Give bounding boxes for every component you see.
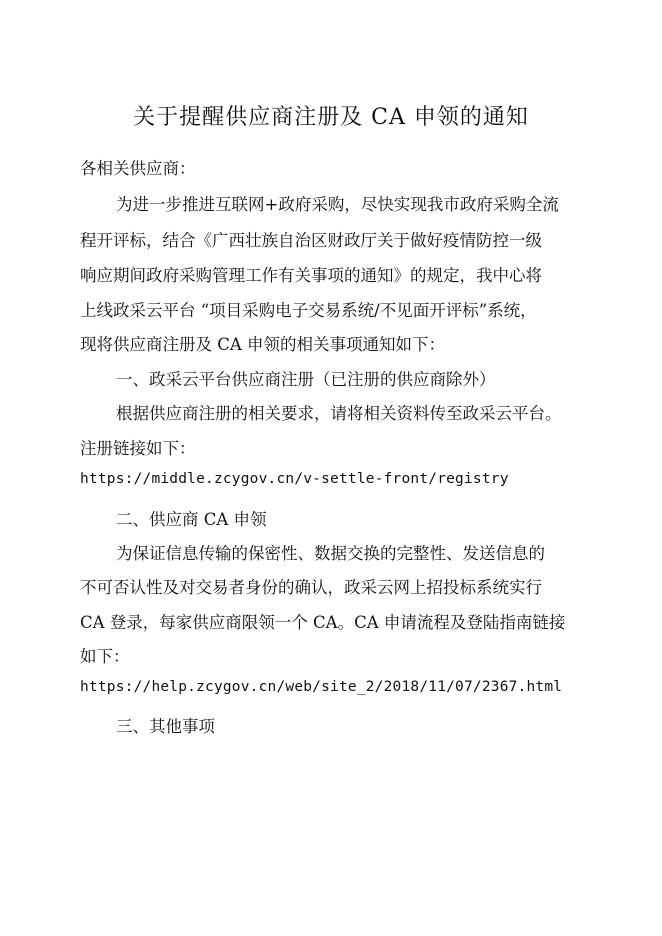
- section1-heading: 一、政采云平台供应商注册（已注册的供应商除外）: [116, 370, 496, 389]
- section2-line-1: 为保证信息传输的保密性、数据交换的完整性、发送信息的: [116, 544, 545, 563]
- salutation: 各相关供应商：: [80, 159, 196, 178]
- registry-link[interactable]: https://middle.zcygov.cn/v-settle-front/registry: [80, 471, 509, 487]
- section2-line-2: 不可否认性及对交易者身份的确认，政采云网上招投标系统实行: [80, 578, 542, 597]
- section1-line-1: 根据供应商注册的相关要求，请将相关资料传至政采云平台。: [116, 404, 562, 423]
- document-title: 关于提醒供应商注册及 CA 申领的通知: [133, 105, 529, 130]
- paragraph1-line-5: 现将供应商注册及 CA 申领的相关事项通知如下：: [80, 335, 446, 354]
- section3-heading: 三、其他事项: [116, 717, 215, 736]
- paragraph1-line-1: 为进一步推进互联网+政府采购，尽快实现我市政府采购全流: [116, 195, 559, 214]
- section2-line-4: 如下：: [80, 647, 130, 666]
- section1-line-2: 注册链接如下：: [80, 439, 196, 458]
- section2-line-3: CA 登录，每家供应商限领一个 CA。CA 申请流程及登陆指南链接: [80, 613, 566, 632]
- paragraph1-line-4: 上线政采云平台 “项目采购电子交易系统/不见面开评标”系统，: [80, 301, 537, 320]
- paragraph1-line-3: 响应期间政府采购管理工作有关事项的通知》的规定，我中心将: [80, 266, 542, 285]
- help-guide-link[interactable]: https://help.zcygov.cn/web/site_2/2018/11/07/2367.html: [80, 679, 563, 695]
- paragraph1-line-2: 程开评标，结合《广西壮族自治区财政厅关于做好疫情防控一级: [80, 231, 542, 250]
- section2-heading: 二、供应商 CA 申领: [116, 510, 267, 529]
